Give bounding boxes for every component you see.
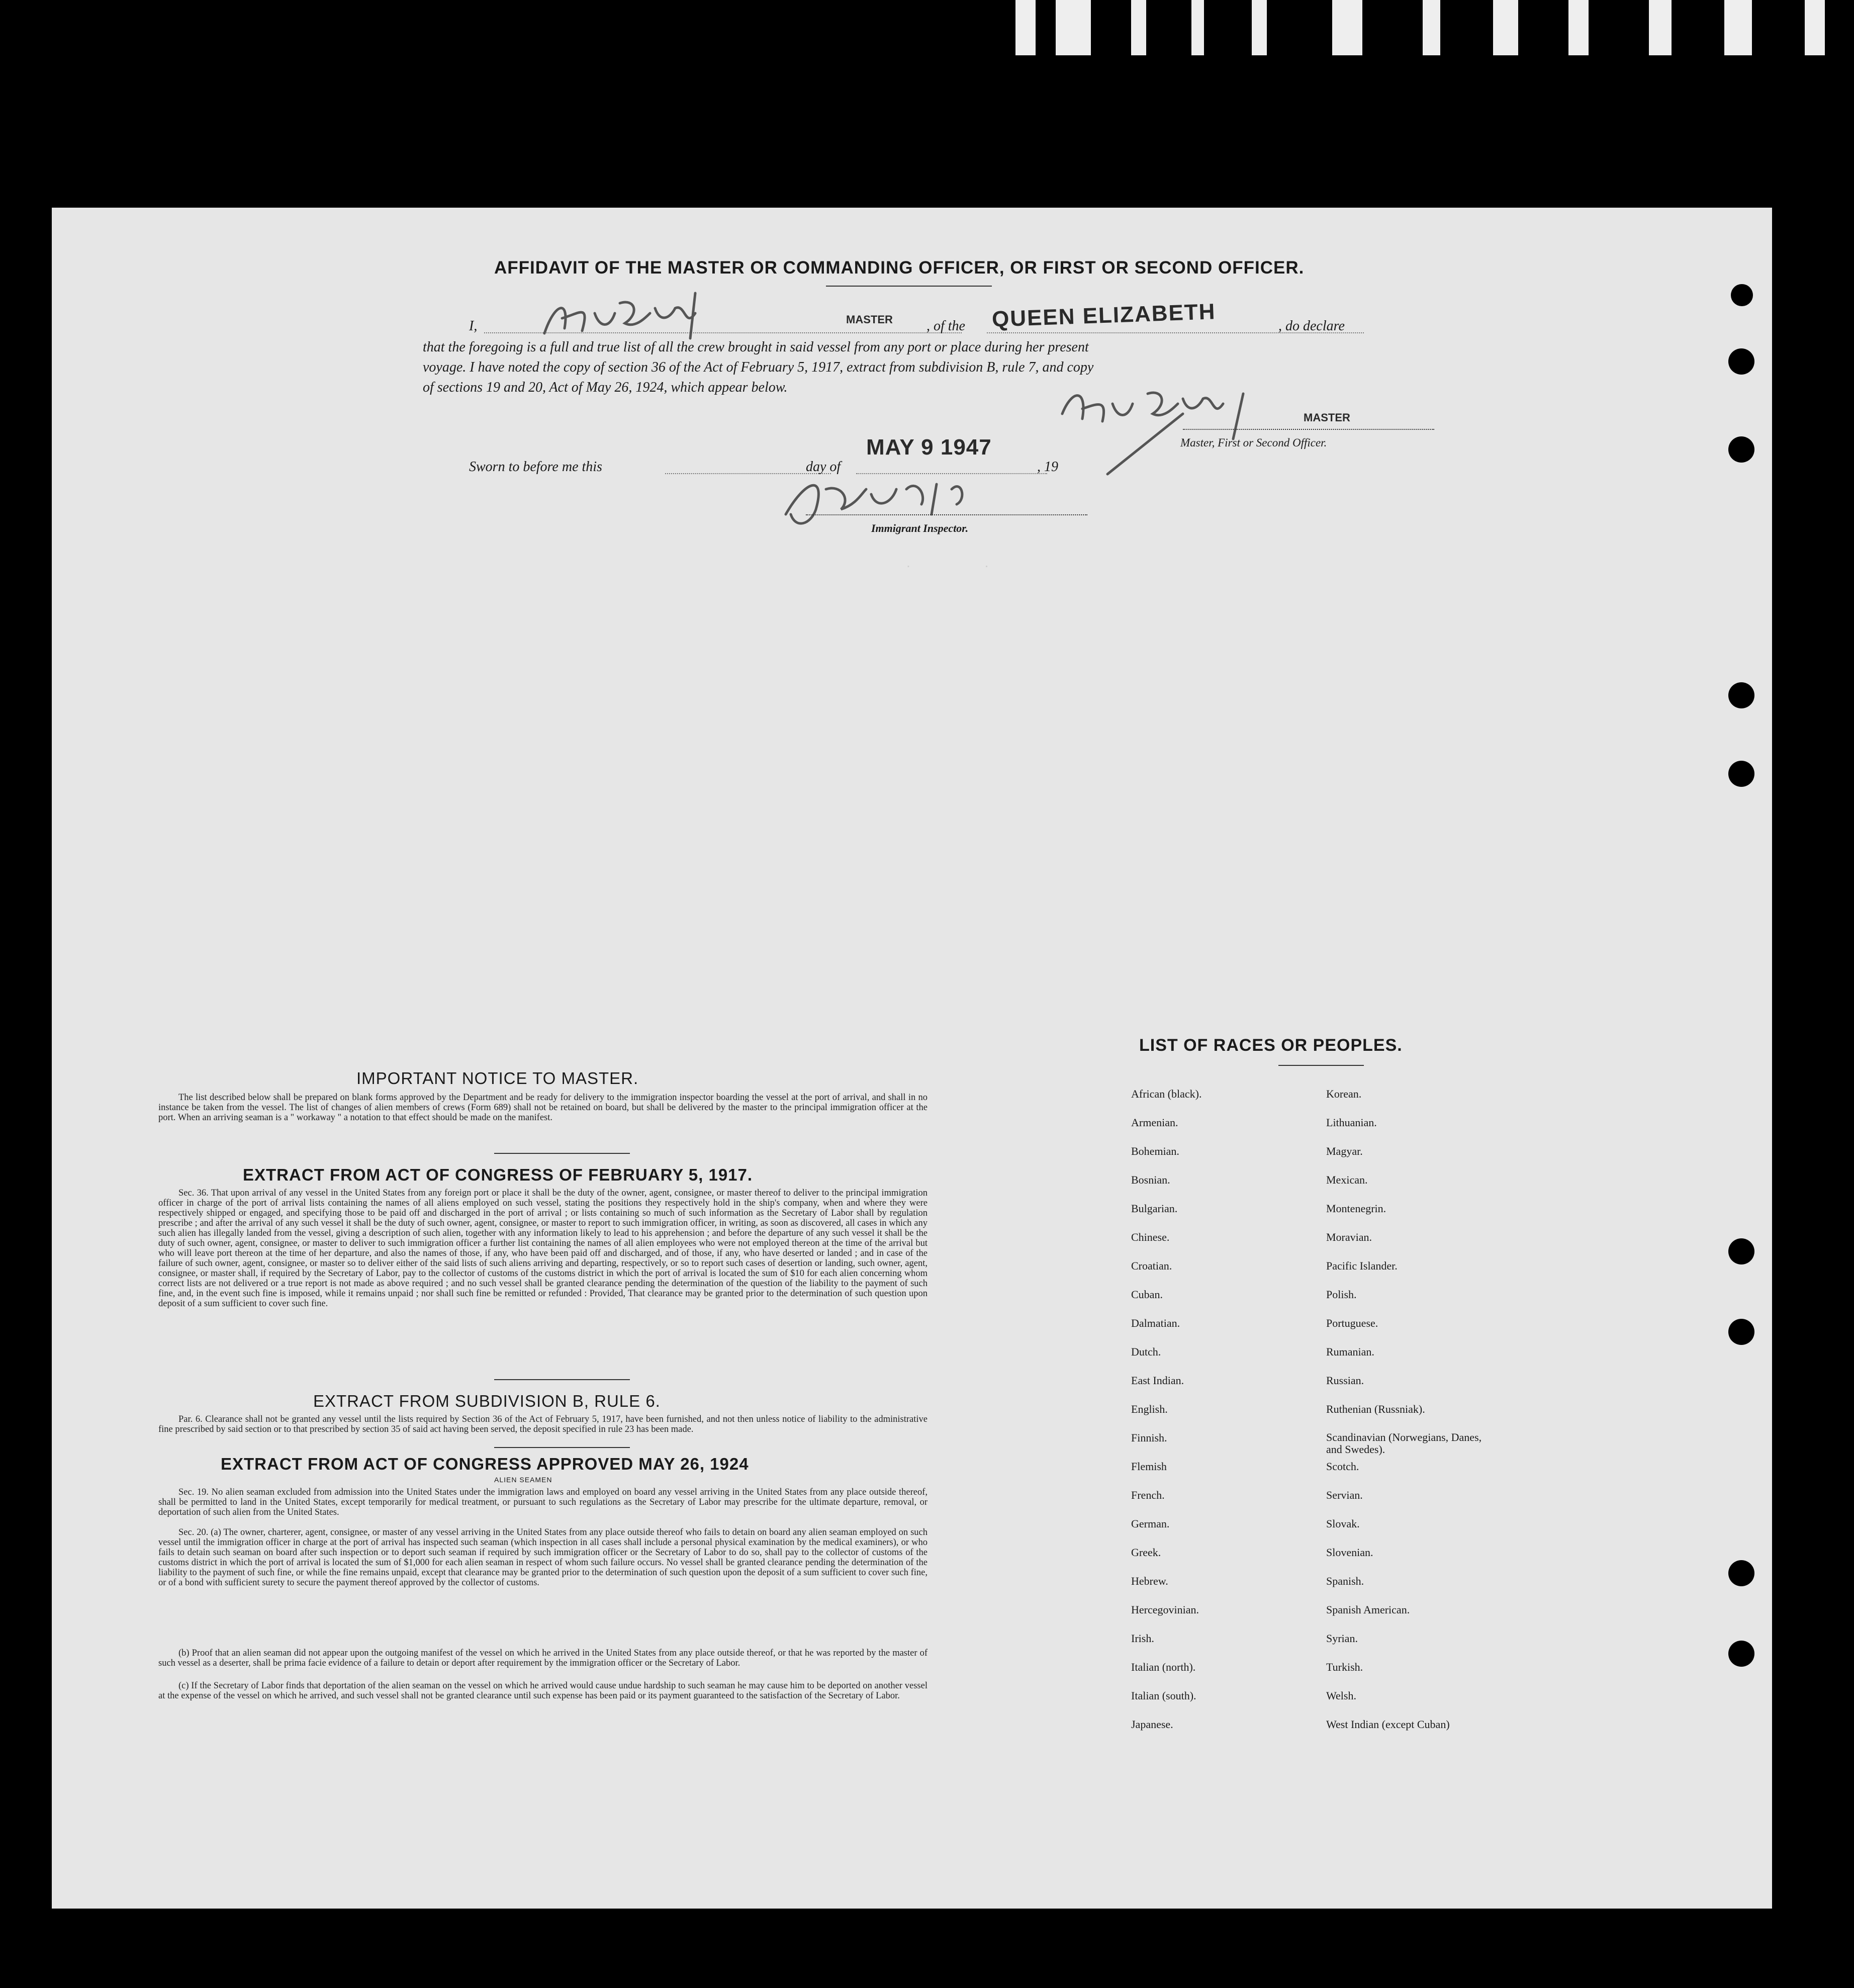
film-mark — [1805, 0, 1825, 55]
race-item: East Indian. — [1131, 1374, 1184, 1387]
film-edge-marks — [980, 0, 1854, 55]
race-item: Japanese. — [1131, 1718, 1173, 1731]
notice-body: The list described below shall be prepared on blank forms approved by the Department and be ready for delivery to the immigration inspector boarding the vessel at the port of arrival, and shall in no instance be taken from the vessel. The list of changes of alien members of crews (Form 689) shall not be retained on board, but shall be delivered by the master to the principal immigration officer at the port. When an arriving seaman is a " workaway " a notation to that effect should be made on the manifest. — [158, 1093, 928, 1123]
race-item: Spanish American. — [1326, 1603, 1410, 1616]
rule6-title: EXTRACT FROM SUBDIVISION B, RULE 6. — [313, 1392, 661, 1410]
race-item: Syrian. — [1326, 1632, 1358, 1645]
rule6-body: Par. 6. Clearance shall not be granted any vessel until the lists required by Section 36 of the Act of February 5, 1917, have been furnished, and not then unless notice of liability to the administrative fine prescribed by said section or to that prescribed by section 35 of said act having been served, the deposit specified in rule 23 has been made. — [158, 1414, 928, 1434]
race-item: Magyar. — [1326, 1145, 1363, 1157]
race-item: Dutch. — [1131, 1345, 1161, 1358]
inspector-line — [806, 514, 1087, 515]
extract-1917-title: EXTRACT FROM ACT OF CONGRESS OF FEBRUARY 5, 1917. — [243, 1165, 753, 1184]
film-mark — [1131, 0, 1146, 55]
punch-hole — [1728, 1238, 1754, 1264]
race-item: Moravian. — [1326, 1231, 1372, 1243]
punch-hole — [1731, 284, 1753, 306]
race-item: African (black). — [1131, 1088, 1202, 1100]
race-item: Finnish. — [1131, 1431, 1167, 1444]
race-item: English. — [1131, 1403, 1168, 1415]
signature-line — [1183, 429, 1434, 430]
affidavit-line-1: that the foregoing is a full and true list of all the crew brought in said vessel from any port or place during her present — [423, 339, 1089, 355]
title-rule — [826, 286, 992, 287]
race-item: Bohemian. — [1131, 1145, 1179, 1157]
race-item: Croatian. — [1131, 1259, 1172, 1272]
race-item: Chinese. — [1131, 1231, 1170, 1243]
affidavit-title: AFFIDAVIT OF THE MASTER OR COMMANDING OFFICER, OR FIRST OR SECOND OFFICER. — [494, 258, 1305, 278]
punch-hole — [1728, 1641, 1754, 1667]
race-item: Slovenian. — [1326, 1546, 1373, 1559]
film-mark — [1191, 0, 1204, 55]
race-item: Slovak. — [1326, 1517, 1360, 1530]
film-mark — [1056, 0, 1091, 55]
race-item: Rumanian. — [1326, 1345, 1374, 1358]
race-item: Montenegrin. — [1326, 1202, 1386, 1215]
race-item: Lithuanian. — [1326, 1116, 1377, 1129]
film-mark — [1649, 0, 1672, 55]
race-item: Bosnian. — [1131, 1173, 1170, 1186]
race-item: Hercegovinian. — [1131, 1603, 1199, 1616]
races-title: LIST OF RACES OR PEOPLES. — [1139, 1036, 1403, 1055]
film-mark — [1568, 0, 1589, 55]
race-item: Korean. — [1326, 1088, 1362, 1100]
master-signature — [534, 283, 761, 348]
master-caption: Master, First or Second Officer. — [1180, 436, 1327, 449]
race-item: Portuguese. — [1326, 1317, 1378, 1329]
film-mark — [1724, 0, 1752, 55]
declare-label: , do declare — [1278, 318, 1345, 334]
race-item: Greek. — [1131, 1546, 1161, 1559]
race-item: Italian (north). — [1131, 1661, 1196, 1673]
races-rule — [1278, 1065, 1364, 1066]
race-item: West Indian (except Cuban) — [1326, 1718, 1450, 1731]
sec20a-body: Sec. 20. (a) The owner, charterer, agent, consignee, or master of any vessel arriving in the United States from any place outside thereof who fails to detain on board any alien seaman employed on such vessel until the immigration officer in charge at the port of arrival has inspected such seaman (which inspection in all cases shall include a personal physical examination by the medical examiners), or who fails to detain such seaman on board after such inspection or to deport such seaman if required by such immigration officer or the Secretary of Labor to do so, shall pay to the collector of customs of the customs district in which the port of arrival is located the sum of $1,000 for each alien seaman in respect of whom such failure occurs. No vessel shall be granted clearance pending the determination of the liability to the payment of such fine, or while the fine remains unpaid, except that clearance may be granted prior to the determination of such question upon the deposit of a sum sufficient to cover such fine, or of a bond with sufficient surety to secure the payment thereof approved by the collector of customs. — [158, 1527, 928, 1588]
extract-1917-rule — [494, 1379, 630, 1380]
race-item: Mexican. — [1326, 1173, 1368, 1186]
sec20b-body: (b) Proof that an alien seaman did not appear upon the outgoing manifest of the vessel on which he arrived in the United States from any place outside thereof, or that he was reported by the master of such vessel as a deserter, shall be prima facie evidence of a failure to detain or deport after requirement by the immigration officer or the Secretary of Labor. — [158, 1648, 928, 1668]
race-item: Servian. — [1326, 1489, 1363, 1501]
punch-hole — [1728, 682, 1754, 708]
date-stamp: MAY 9 1947 — [866, 435, 992, 460]
extract-1924-title: EXTRACT FROM ACT OF CONGRESS APPROVED MAY 26, 1924 — [221, 1455, 749, 1473]
race-item: Flemish — [1131, 1460, 1167, 1473]
film-mark — [1423, 0, 1440, 55]
i-label: I, — [469, 318, 478, 334]
master-stamp-2: MASTER — [1304, 411, 1350, 424]
punch-hole — [1728, 761, 1754, 787]
race-item: French. — [1131, 1489, 1165, 1501]
sworn-label: Sworn to before me this — [469, 459, 602, 475]
of-the-label: , of the — [926, 318, 965, 334]
extract-1924-subtitle: ALIEN SEAMEN — [494, 1476, 552, 1484]
master-stamp: MASTER — [846, 313, 893, 326]
race-item: Scotch. — [1326, 1460, 1359, 1473]
race-item: Ruthenian (Russniak). — [1326, 1403, 1425, 1415]
film-mark — [1252, 0, 1267, 55]
rule6-rule — [494, 1447, 630, 1448]
race-item: Polish. — [1326, 1288, 1357, 1301]
film-mark — [1493, 0, 1518, 55]
race-item: Scandinavian (Norwegians, Danes, and Swedes). — [1326, 1431, 1482, 1456]
day-of-label: day of — [806, 459, 841, 475]
punch-hole — [1728, 436, 1754, 463]
notice-title: IMPORTANT NOTICE TO MASTER. — [356, 1069, 639, 1088]
race-item: Bulgarian. — [1131, 1202, 1178, 1215]
race-item: Spanish. — [1326, 1575, 1364, 1587]
punch-hole — [1728, 1319, 1754, 1345]
film-mark — [1332, 0, 1362, 55]
race-item: Russian. — [1326, 1374, 1364, 1387]
race-item: Cuban. — [1131, 1288, 1163, 1301]
race-item: Turkish. — [1326, 1661, 1363, 1673]
race-item: Dalmatian. — [1131, 1317, 1180, 1329]
ship-name-stamp: QUEEN ELIZABETH — [991, 299, 1217, 332]
race-item: German. — [1131, 1517, 1170, 1530]
affidavit-line-3: of sections 19 and 20, Act of May 26, 1924, which appear below. — [423, 380, 788, 395]
punch-hole — [1728, 348, 1754, 375]
affidavit-line-2: voyage. I have noted the copy of section 36 of the Act of February 5, 1917, extract from subdivision B, rule 7, and copy — [423, 359, 1094, 375]
sec19-body: Sec. 19. No alien seaman excluded from admission into the United States under the immigration laws and employed on board any vessel arriving in the United States from any place outside thereof, shall be permitted to land in the United States, except temporarily for medical treatment, or pursuant to such regulations as the Secretary of Labor may prescribe for the ultimate departure, removal, or deportation of such alien from the United States. — [158, 1487, 928, 1517]
race-item: Hebrew. — [1131, 1575, 1168, 1587]
race-item: Armenian. — [1131, 1116, 1178, 1129]
notice-rule — [494, 1153, 630, 1154]
race-item: Italian (south). — [1131, 1689, 1196, 1702]
film-mark — [1015, 0, 1036, 55]
race-item: Irish. — [1131, 1632, 1154, 1645]
year-prefix: , 19 — [1037, 459, 1058, 475]
race-item: Welsh. — [1326, 1689, 1356, 1702]
punch-hole — [1728, 1560, 1754, 1586]
bleed-through: . . — [906, 555, 989, 570]
sec20c-body: (c) If the Secretary of Labor finds that deportation of the alien seaman on the vessel on which he arrived would cause undue hardship to such seaman he may cause him to be deported on another vessel at the expense of the vessel on which he arrived, and such vessel shall not be granted clearance until such expense has been paid or its payment guaranteed to the satisfaction of the Secretary of Labor. — [158, 1681, 928, 1701]
document-page — [52, 208, 1772, 1909]
race-item: Pacific Islander. — [1326, 1259, 1398, 1272]
extract-1917-body: Sec. 36. That upon arrival of any vessel in the United States from any foreign port or place it shall be the duty of the owner, agent, consignee, or master thereof to deliver to the principal immigration officer in charge of the port of arrival lists containing the names of all aliens employed on such vessel, stating the positions they respectively hold in the ship's company, when and where they were respectively shipped or engaged, and specifying those to be paid off and discharged in the port of arrival ; or lists containing so much of such information as the Secretary of Labor shall by regulation prescribe ; and after the arrival of any such vessel it shall be the duty of such owner, agent, consignee, or master to report to such immigration officer, in writing, as soon as discovered, all cases in which any such alien has illegally landed from the vessel, giving a description of such alien, together with any information likely to lead to his apprehension ; and before the departure of any such vessel it shall be the duty of such owner, agent, consignee, or master to deliver to such immigration officer a further list containing the names of all alien employees who were not employed thereon at the time of the arrival but who will leave port thereon at the time of her departure, and also the names of those, if any, who have been paid off and discharged, and of those, if any, who have deserted or landed ; and in case of the failure of such owner, agent, consignee, or master so to deliver either of the said lists of such aliens arriving and departing, respectively, or so to report such cases of desertion or landing, such owner, agent, consignee, or master shall, if required by the Secretary of Labor, pay to the collector of customs of the customs district in which the port of arrival is located the sum of $10 for each alien concerning whom correct lists are not delivered or a true report is not made as above required ; and no such vessel shall be granted clearance pending the determination of the question of the liability to the payment of such fine, and, in the event such fine is imposed, while it remains unpaid ; nor shall such fine be remitted or refunded : Provided, That clearance may be granted prior to the determination of such question upon deposit of a sum sufficient to cover such fine. — [158, 1188, 928, 1309]
inspector-caption: Immigrant Inspector. — [871, 522, 969, 534]
